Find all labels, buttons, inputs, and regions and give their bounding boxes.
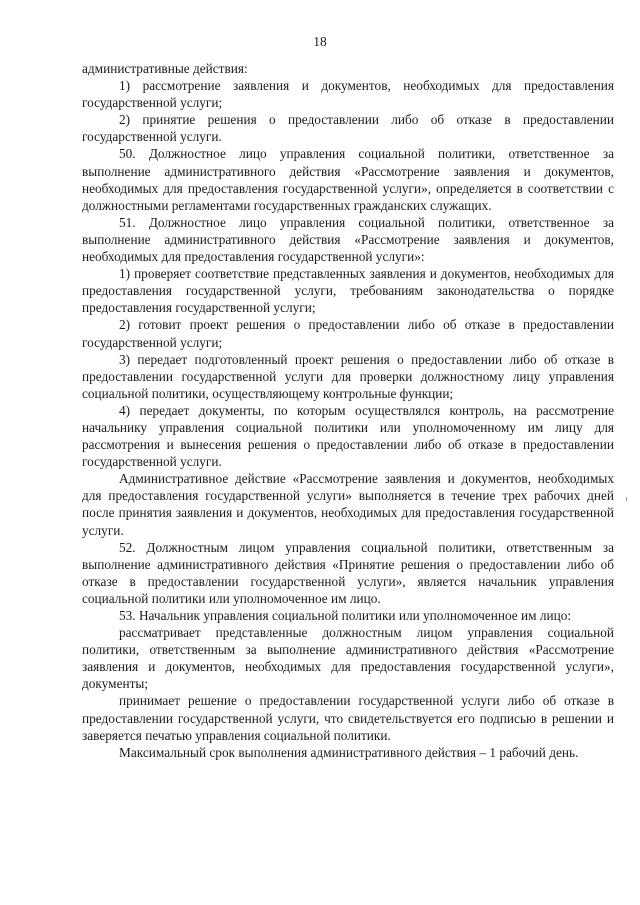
clause-51: 51. Должностное лицо управления социальной политики, ответственное за выполнение административного действия «Рассмотрение заявления и документов, необходимых для предоставления государственной услуги»: (82, 214, 614, 265)
clause-53: 53. Начальник управления социальной политики или уполномоченное им лицо: (119, 608, 572, 623)
clause-53-action-1: рассматривает представленные должностным лицом управления социальной политики, ответственным за выполнение административного действия «Рассмотрение заявления и документов, необходимых для предоставления государственной услуги», документы; (82, 625, 614, 692)
list-item-1: 1) рассмотрение заявления и документов, необходимых для предоставления государственной услуги; (82, 78, 614, 111)
clause-51-item-4: 4) передает документы, по которым осуществлялся контроль, на рассмотрение начальнику управления социальной политики или уполномоченному им лицу для рассмотрения и вынесения решения о предоставлении либо об отказе в предоставлении государственной услуги. (82, 402, 614, 470)
paragraph: административные действия: (82, 61, 248, 76)
paragraph: Административное действие «Рассмотрение заявления и документов, необходимых для предоставления государственной услуги» выполняется в течение трех рабочих дней после принятия заявления и документов, необходимых для предоставления государственной услуги. (82, 471, 614, 538)
clause-51-item-1: 1) проверяет соответствие представленных заявления и документов, необходимых для предоставления государственной услуги, требованиям законодательства о порядке предоставления государственной услуги; (82, 266, 614, 316)
margin-mark (626, 497, 627, 501)
page-number: 18 (313, 34, 327, 49)
clause-52: 52. Должностным лицом управления социальной политики, ответственным за выполнение административного действия «Принятие решения о предоставлении либо об отказе в предоставлении государственной услуги», является начальник управления социальной политики или уполномоченное им лицо. (82, 539, 614, 606)
paragraph: Максимальный срок выполнения административного действия – 1 рабочий день. (119, 744, 579, 760)
clause-51-item-3: 3) передает подготовленный проект решения о предоставлении либо об отказе в предоставлении государственной услуги для проверки должностному лицу управления социальной политики, осуществляющему контрольные функции; (82, 351, 614, 401)
clause-50: 50. Должностное лицо управления социальной политики, ответственное за выполнение административного действия «Рассмотрение заявления и документов, необходимых для предоставления государственной услуги», определяется в соответствии с должностными регламентами государственных гражданских служащих. (82, 146, 614, 213)
clause-53-action-2: принимает решение о предоставлении государственной услуги либо об отказе в предоставлении государственной услуги, что свидетельствуется его подписью в решении и заверяется печатью управления социальной политики. (82, 693, 614, 743)
list-item-2: 2) принятие решения о предоставлении либо об отказе в предоставлении государственной услуги. (82, 112, 614, 145)
clause-51-item-2: 2) готовит проект решения о предоставлении либо об отказе в предоставлении государственной услуги; (82, 317, 614, 350)
document-body (82, 60, 614, 761)
